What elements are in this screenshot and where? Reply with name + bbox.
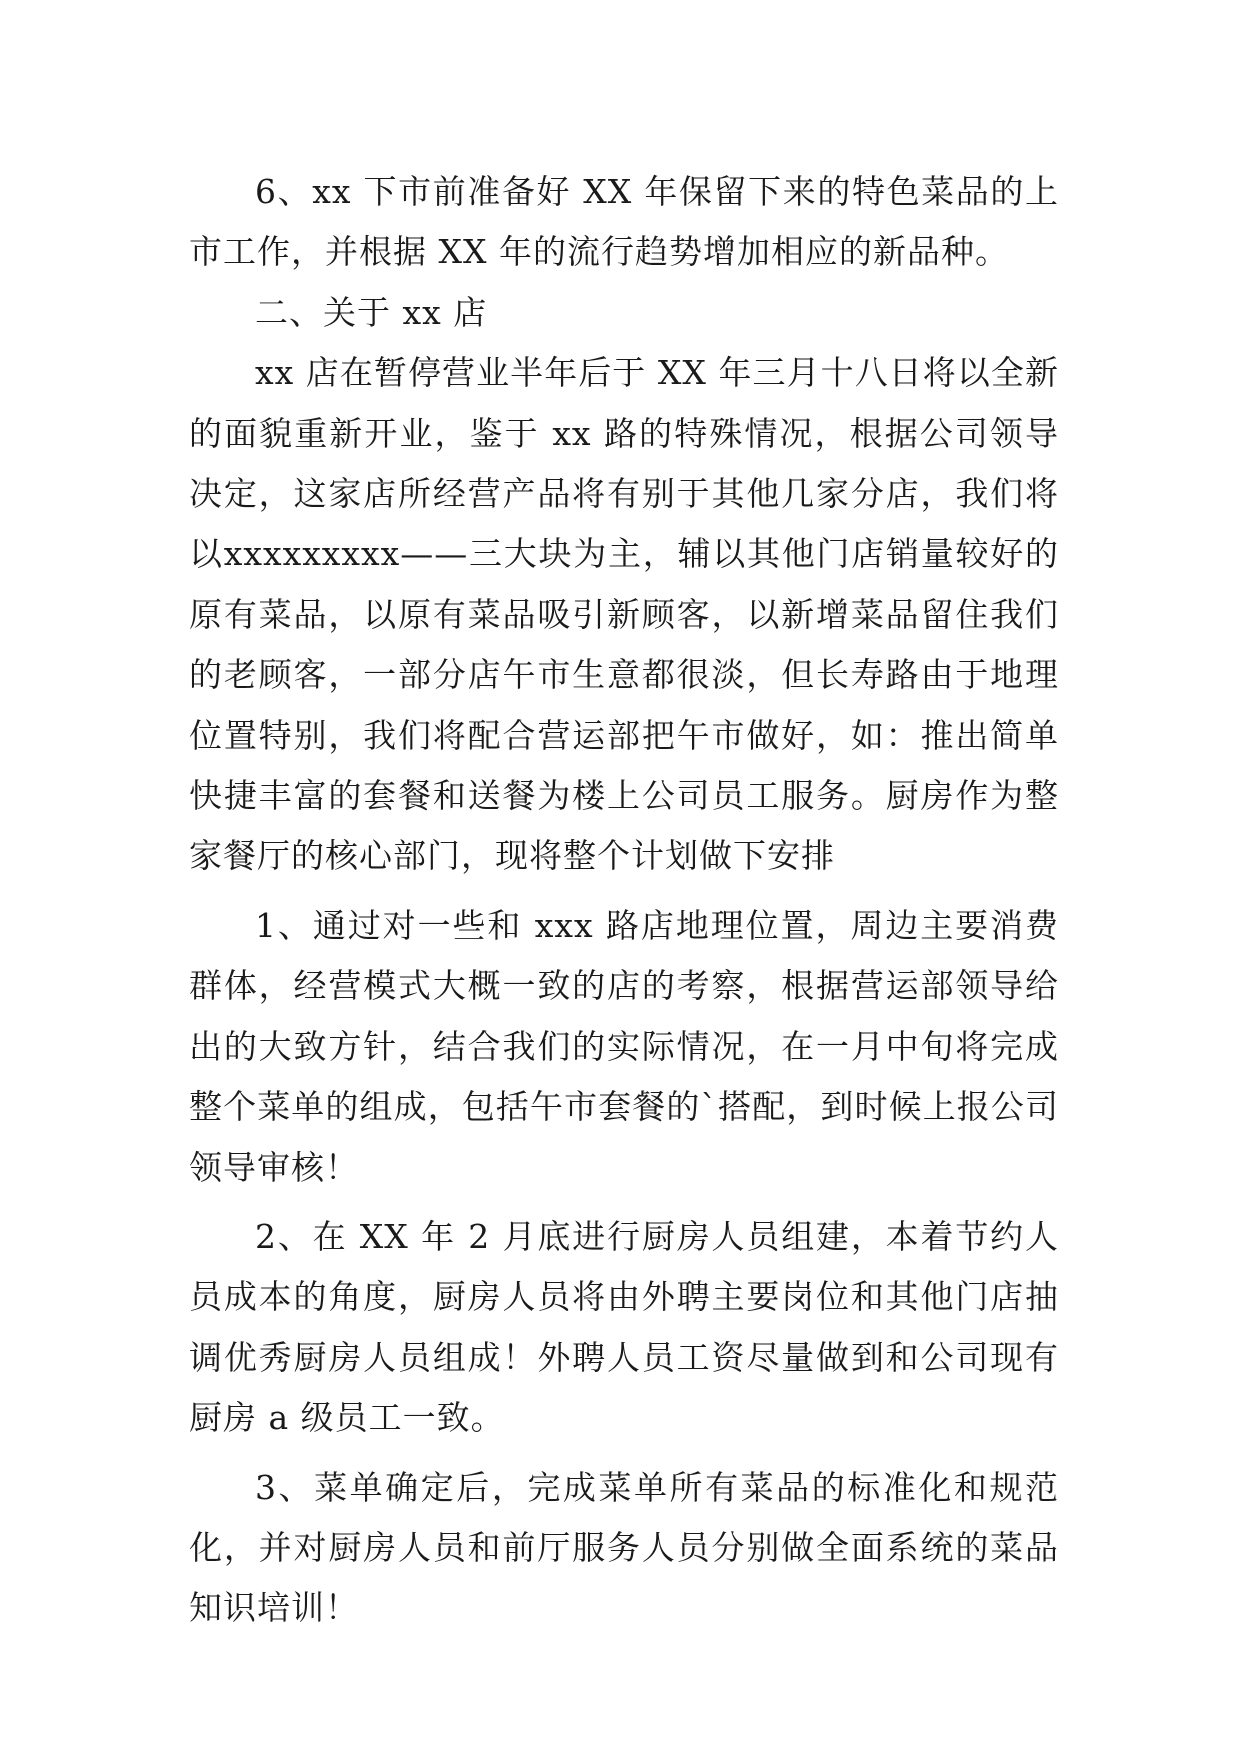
paragraph-item-3: 3、菜单确定后，完成菜单所有菜品的标准化和规范化，并对厨房人员和前厅服务人员分别做全面系统的菜品知识培训！	[189, 1467, 1059, 1628]
paragraph-store-intro: xx 店在暂停营业半年后于 XX 年三月十八日将以全新的面貌重新开业，鉴于 xx 路的特殊情况，根据公司领导决定，这家店所经营产品将有别于其他几家分店，我们将以xxxxxxxxx——三大块为主，辅以其他门店销量较好的原有菜品，以原有菜品吸引新顾客，以新增菜品留住我们的老顾客，一部分店午市生意都很淡，但长寿路由于地理位置特别，我们将配合营运部把午市做好，如：推出简单快捷丰富的套餐和送餐为楼上公司员工服务。厨房作为整家餐厅的核心部门，现将整个计划做下安排	[189, 353, 1059, 876]
paragraph-item-2: 2、在 XX 年 2 月底进行厨房人员组建，本着节约人员成本的角度，厨房人员将由外聘主要岗位和其他门店抽调优秀厨房人员组成！外聘人员工资尽量做到和公司现有厨房 a 级员工一致。	[189, 1216, 1059, 1438]
section-heading-store: 二、关于 xx 店	[255, 292, 488, 332]
document-body	[189, 162, 1059, 1639]
paragraph-item-6: 6、xx 下市前准备好 XX 年保留下来的特色菜品的上市工作，并根据 XX 年的流行趋势增加相应的新品种。	[189, 172, 1059, 272]
paragraph-item-1: 1、通过对一些和 xxx 路店地理位置，周边主要消费群体，经营模式大概一致的店的考察，根据营运部领导给出的大致方针，结合我们的实际情况，在一月中旬将完成整个菜单的组成，包括午市套餐的`搭配，到时候上报公司领导审核！	[189, 905, 1059, 1187]
